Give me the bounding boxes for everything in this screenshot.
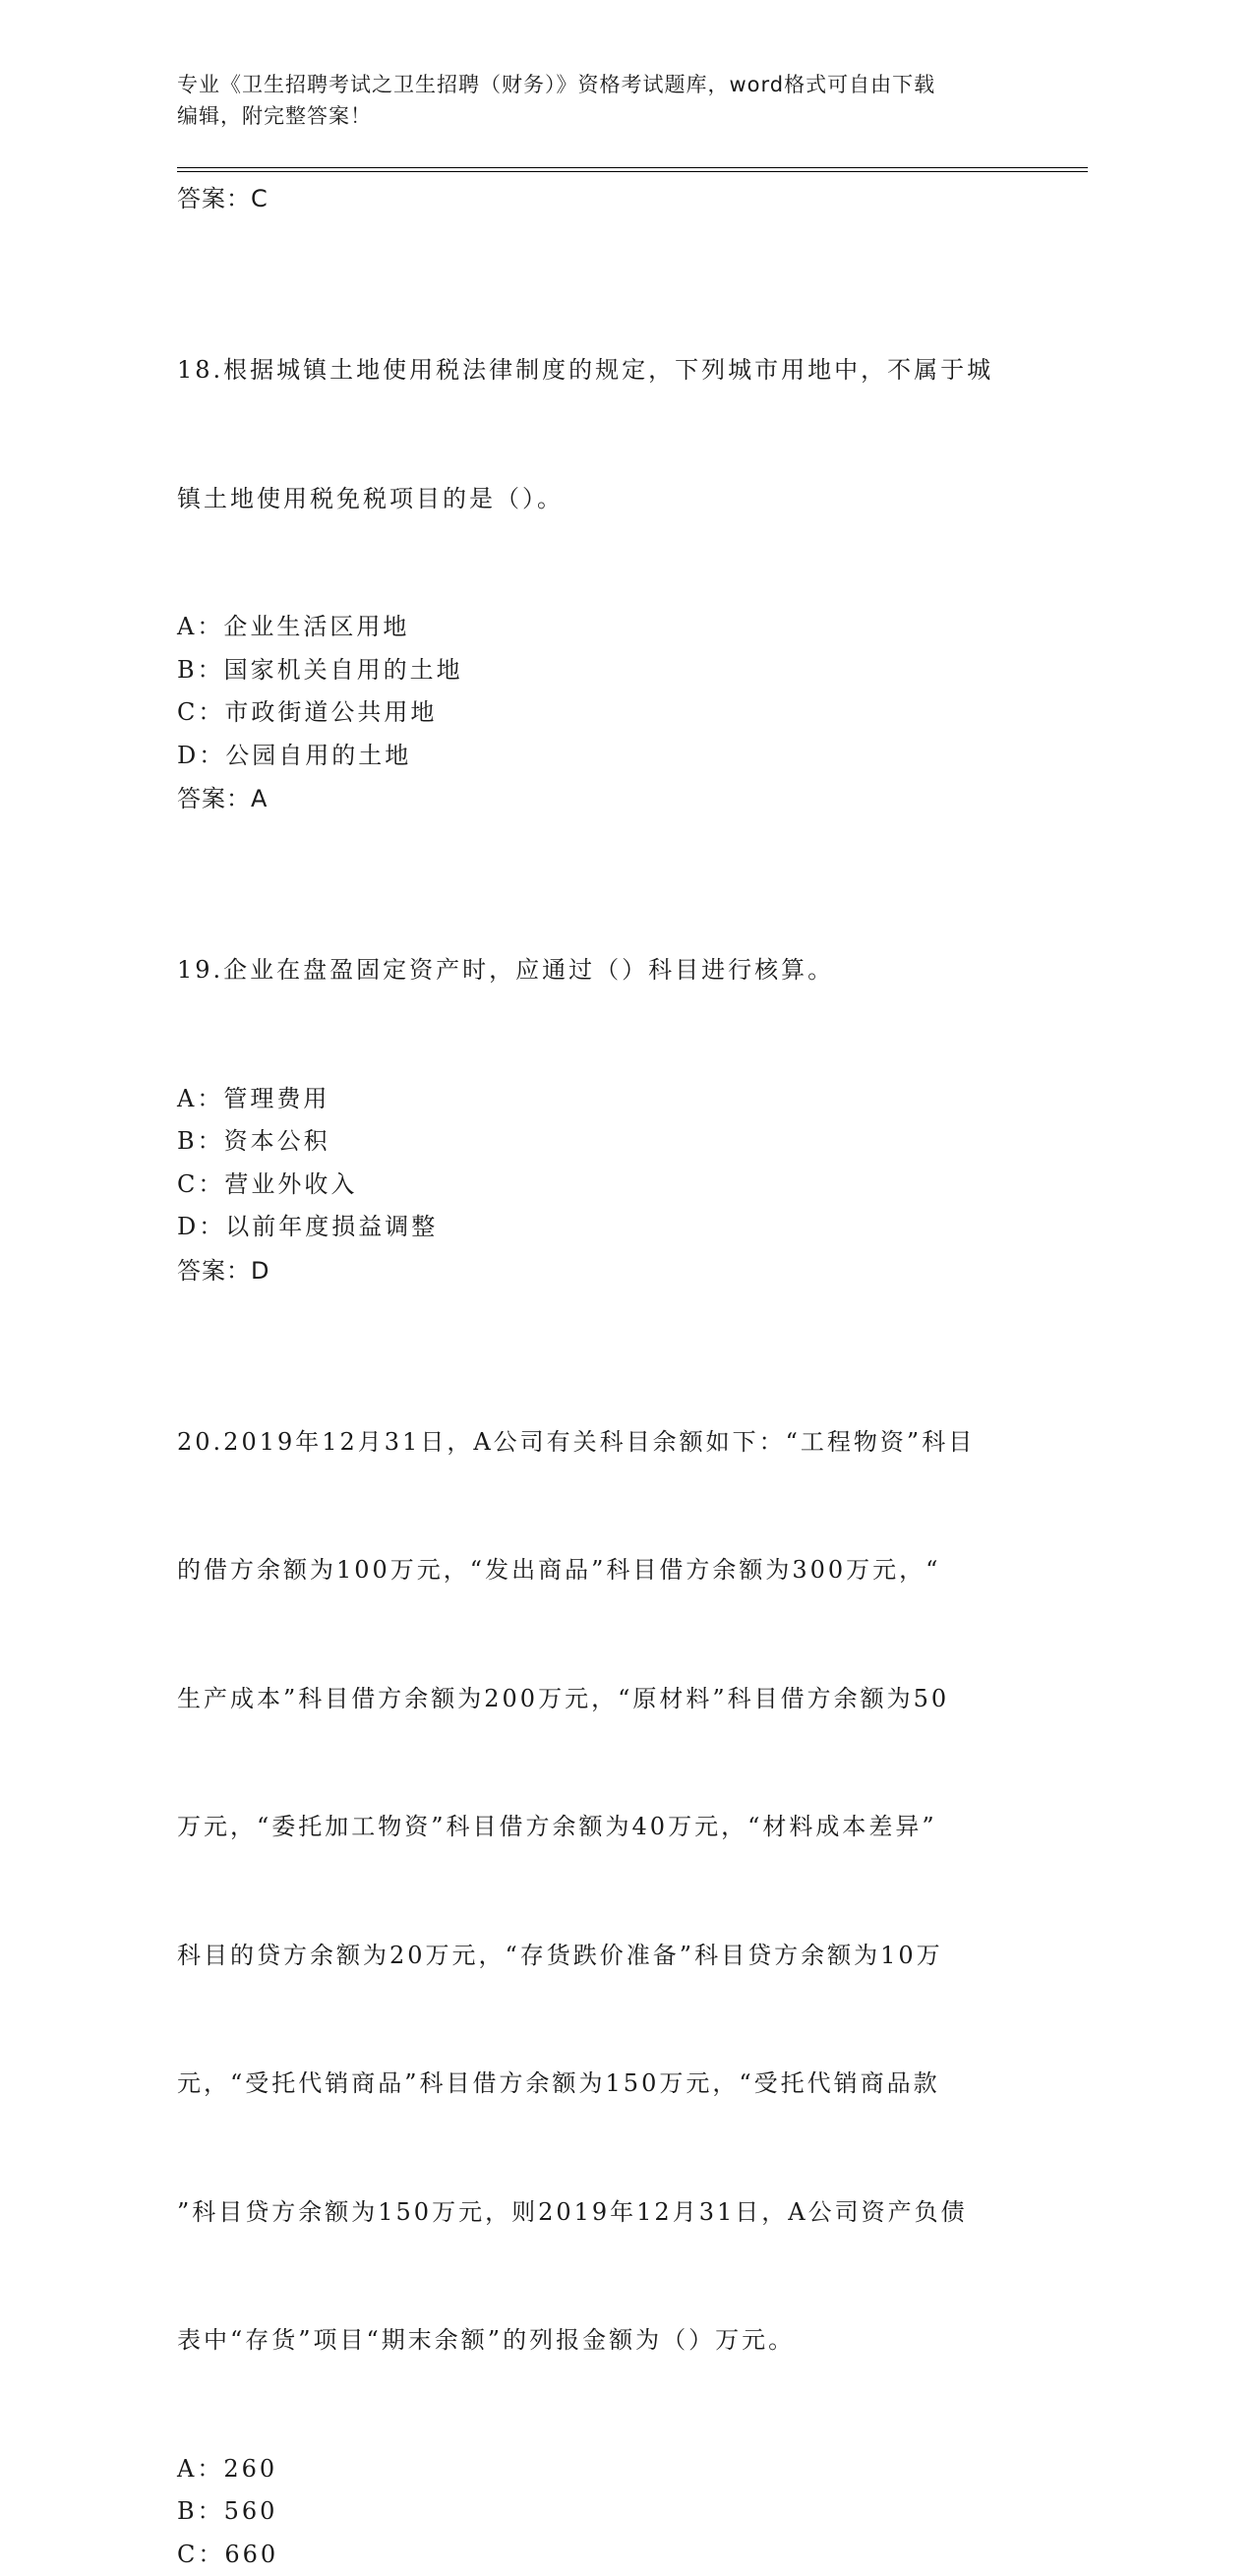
question-list xyxy=(177,177,1062,2576)
stem-line: 生产成本”科目借方余额为200万元，“原材料”科目借方余额为50 xyxy=(177,1678,1062,1721)
header-divider xyxy=(177,167,1088,168)
option-c: C：市政街道公共用地 xyxy=(177,691,1062,735)
header-line: 编辑，附完整答案！ xyxy=(177,100,1043,132)
stem-line: 的借方余额为100万元，“发出商品”科目借方余额为300万元，“ xyxy=(177,1549,1062,1592)
question-stem xyxy=(177,864,1062,1078)
header-divider xyxy=(177,171,1088,172)
option-a: A：管理费用 xyxy=(177,1078,1062,1121)
option-d: D：公园自用的土地 xyxy=(177,735,1062,778)
document-header xyxy=(177,69,1043,132)
stem-line: 19.企业在盘盈固定资产时，应通过（）科目进行核算。 xyxy=(177,949,1062,992)
option-c: C：营业外收入 xyxy=(177,1164,1062,1207)
question-stem xyxy=(177,264,1062,606)
option-b: B：国家机关自用的土地 xyxy=(177,649,1062,692)
stem-line: 元，“受托代销商品”科目借方余额为150万元，“受托代销商品款 xyxy=(177,2063,1062,2106)
stem-line: 表中“存货”项目“期末余额”的列报金额为（）万元。 xyxy=(177,2319,1062,2363)
option-a: A：企业生活区用地 xyxy=(177,606,1062,649)
option-b: B：560 xyxy=(177,2490,1062,2534)
stem-line: 科目的贷方余额为20万元，“存货跌价准备”科目贷方余额为10万 xyxy=(177,1935,1062,1978)
option-d: D：以前年度损益调整 xyxy=(177,1206,1062,1249)
option-c: C：660 xyxy=(177,2534,1062,2576)
stem-line: ”科目贷方余额为150万元，则2019年12月31日，A公司资产负债 xyxy=(177,2191,1062,2235)
question-18 xyxy=(177,264,1062,820)
answer-line: 答案：A xyxy=(177,777,1062,820)
question-stem xyxy=(177,1336,1062,2448)
stem-line: 镇土地使用税免税项目的是（）。 xyxy=(177,478,1062,521)
answer-line: 答案：D xyxy=(177,1249,1062,1292)
stem-line: 万元，“委托加工物资”科目借方余额为40万元，“材料成本差异” xyxy=(177,1806,1062,1849)
option-a: A：260 xyxy=(177,2448,1062,2491)
stem-line: 18.根据城镇土地使用税法律制度的规定，下列城市用地中，不属于城 xyxy=(177,349,1062,392)
stem-line: 20.2019年12月31日，A公司有关科目余额如下：“工程物资”科目 xyxy=(177,1421,1062,1465)
header-line: 专业《卫生招聘考试之卫生招聘（财务）》资格考试题库，word格式可自由下载 xyxy=(177,69,1043,100)
question-19 xyxy=(177,864,1062,1292)
answer-line: 答案：C xyxy=(177,177,1062,220)
question-20 xyxy=(177,1336,1062,2576)
option-b: B：资本公积 xyxy=(177,1120,1062,1164)
